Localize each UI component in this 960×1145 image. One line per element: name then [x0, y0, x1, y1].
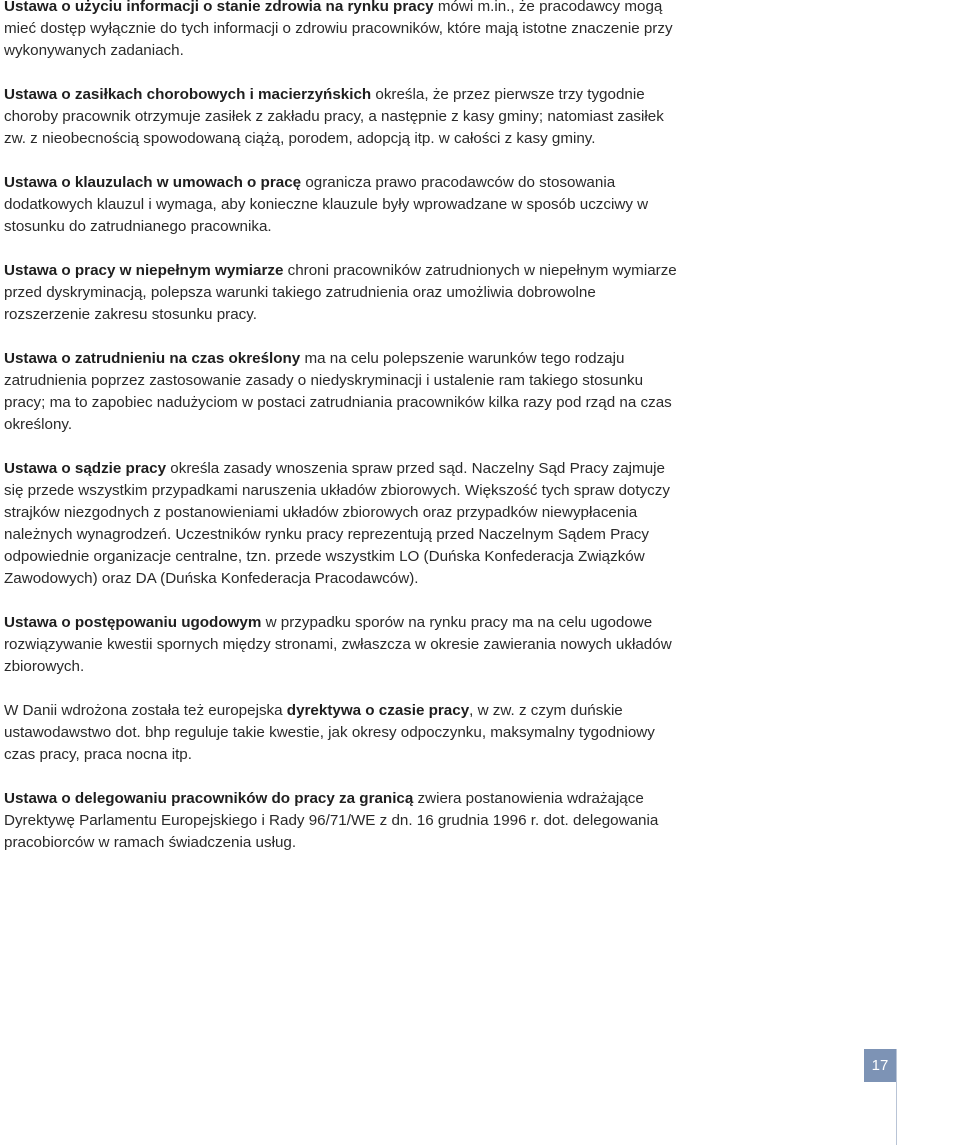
paragraph-health-information: [4, 0, 680, 62]
paragraph-sickness-benefits: [4, 84, 680, 150]
page-number: 17: [864, 1049, 896, 1082]
paragraph-labour-court: [4, 458, 680, 590]
paragraph-text: W Danii wdrożona została też europejska: [4, 702, 287, 719]
paragraph-text: określa, że przez pierwsze trzy tygodnie choroby pracownik otrzymuje zasiłek z zakładu pracy, a następnie z kasy gminy; natomiast zasiłek zw. z nieobecnością spowodowaną ciążą, porodem, adopcją itp. w całości z kasy gminy.: [4, 86, 664, 147]
document-body: [4, 0, 680, 876]
paragraph-contract-clauses: [4, 172, 680, 238]
paragraph-part-time-work: [4, 260, 680, 326]
paragraph-text: ogranicza prawo pracodawców do stosowania dodatkowych klauzul i wymaga, aby konieczne klauzule były wprowadzane w sposób uczciwy w stosunku do zatrudnianego pracownika.: [4, 174, 649, 235]
paragraph-text: zwiera postanowienia wdrażające Dyrektywę Parlamentu Europejskiego i Rady 96/71/WE z dn. 16 grudnia 1996 r. dot. delegowania pracobiorców w ramach świadczenia usług.: [4, 790, 659, 851]
paragraph-posting-of-workers: [4, 788, 680, 854]
paragraph-text: , w zw. z czym duńskie ustawodawstwo dot. bhp reguluje takie kwestie, jak okresy odpoczynku, maksymalny tygodniowy czas pracy, praca nocna itp.: [4, 702, 655, 763]
directive-title: dyrektywa o czasie pracy: [286, 702, 470, 719]
law-title: Ustawa o pracy w niepełnym wymiarze: [4, 262, 284, 279]
paragraph-text: ma na celu polepszenie warunków tego rodzaju zatrudnienia poprzez zastosowanie zasady o niedyskryminacji i ustalenie ram takiego stosunku pracy; ma to zapobiec nadużyciom w postaci zatrudniania pracowników kilka razy pod rząd na czas określony.: [4, 350, 672, 433]
law-title: Ustawa o klauzulach w umowach o pracę: [4, 174, 302, 191]
paragraph-text: chroni pracowników zatrudnionych w niepełnym wymiarze przed dyskryminacją, polepsza warunki takiego zatrudnienia oraz umożliwia dobrowolne rozszerzenie zakresu stosunku pracy.: [4, 262, 677, 323]
paragraph-text: w przypadku sporów na rynku pracy ma na celu ugodowe rozwiązywanie kwestii spornych między stronami, zwłaszcza w okresie zawierania nowych układów zbiorowych.: [4, 614, 672, 675]
paragraph-text: mówi m.in., że pracodawcy mogą mieć dostęp wyłącznie do tych informacji o zdrowiu pracowników, które mają istotne znaczenie przy wykonywanych zadaniach.: [4, 0, 673, 59]
law-title: Ustawa o sądzie pracy: [4, 460, 167, 477]
law-title: Ustawa o użyciu informacji o stanie zdrowia na rynku pracy: [4, 0, 434, 15]
law-title: Ustawa o postępowaniu ugodowym: [4, 614, 262, 631]
law-title: Ustawa o zasiłkach chorobowych i macierzyńskich: [4, 86, 372, 103]
paragraph-working-time-directive: [4, 700, 680, 766]
paragraph-conciliation: [4, 612, 680, 678]
page-number-divider: [896, 1049, 897, 1145]
law-title: Ustawa o delegowaniu pracowników do pracy za granicą: [4, 790, 414, 807]
paragraph-text: określa zasady wnoszenia spraw przed sąd. Naczelny Sąd Pracy zajmuje się przede wszystkim przypadkami naruszenia układów zbiorowych. Większość tych spraw dotyczy strajków niezgodnych z postanowieniami układów zbiorowych oraz przypadków niewypłacenia należnych wynagrodzeń. Uczestników rynku pracy reprezentują przed Naczelnym Sądem Pracy odpowiednie organizacje centralne, tzn. przede wszystkim LO (Duńska Konfederacja Związków Zawodowych) oraz DA (Duńska Konfederacja Pracodawców).: [4, 460, 670, 587]
paragraph-fixed-term-employment: [4, 348, 680, 436]
law-title: Ustawa o zatrudnieniu na czas określony: [4, 350, 301, 367]
